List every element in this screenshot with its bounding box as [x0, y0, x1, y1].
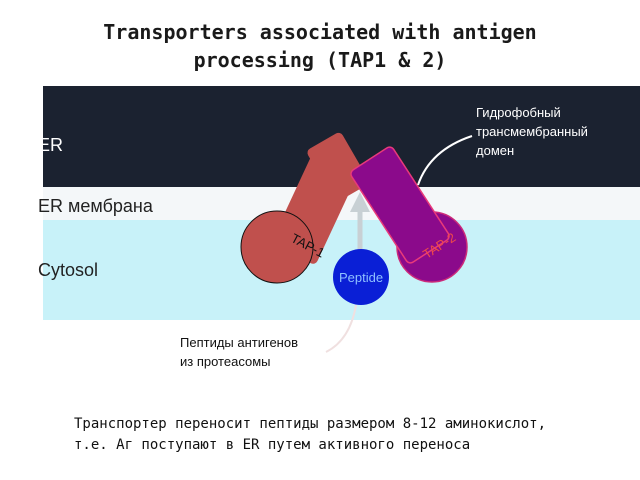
- cytosol-label: Cytosol: [38, 260, 99, 280]
- tap1-label: TAP-1: [288, 230, 328, 261]
- peptide: [333, 249, 389, 305]
- caption-line-1: Транспортер переносит пептиды размером 8-12 аминокислот,: [74, 416, 547, 432]
- tap2-label: TAP-2: [420, 229, 459, 262]
- transport-caption: [74, 414, 634, 456]
- peptide-label: Peptide: [338, 270, 384, 285]
- caption-line-2: т.е. Аг поступают в ER путем активного переноса: [74, 437, 471, 453]
- hydrophobic-pointer-line: [418, 136, 472, 185]
- peptides-note-line-1: Пептиды антигенов: [180, 335, 298, 350]
- er-membrane-label: ER мембрана: [38, 196, 153, 216]
- hydrophobic-note-line-3: домен: [476, 143, 515, 158]
- hydrophobic-note-line-1: Гидрофобный: [476, 105, 561, 120]
- er-label: ER: [38, 135, 64, 155]
- hydrophobic-note-line-2: трансмембранный: [476, 124, 588, 139]
- title-line-1: Transporters associated with antigen: [103, 20, 537, 44]
- title-line-2: processing (TAP1 & 2): [193, 48, 447, 72]
- proteasome-peptides-note: [180, 333, 298, 371]
- peptide-pointer-line: [326, 305, 356, 352]
- peptides-note-line-2: из протеасомы: [180, 354, 271, 369]
- hydrophobic-domain-note: [476, 103, 588, 160]
